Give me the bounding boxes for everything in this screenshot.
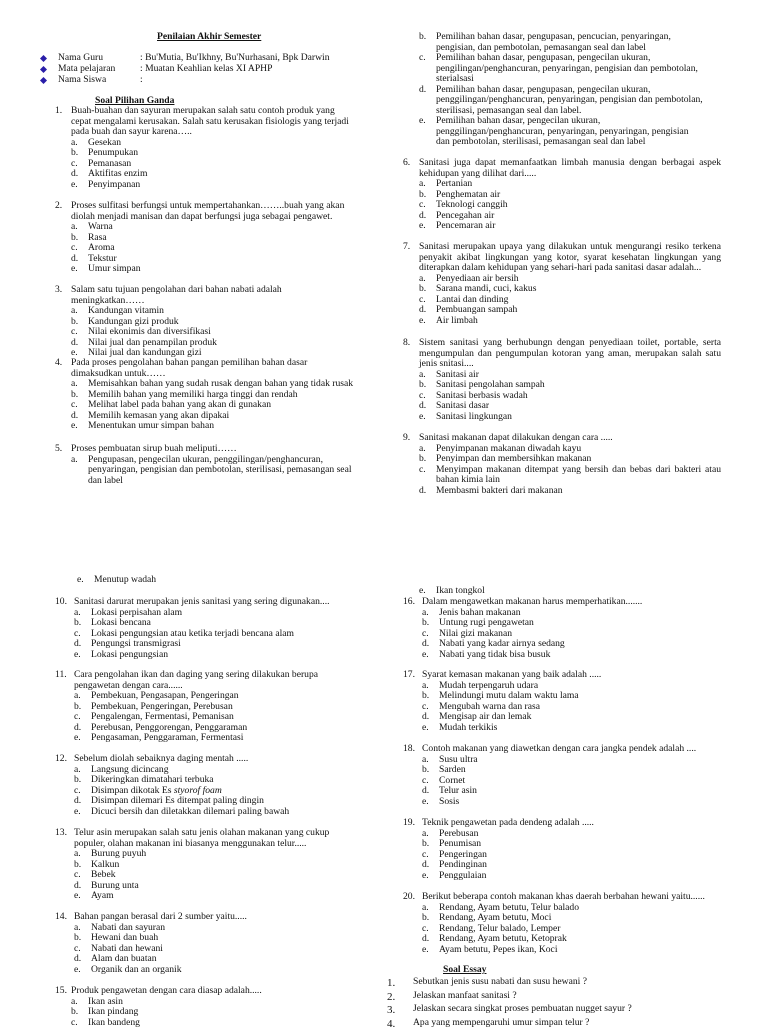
- option-b[interactable]: b. Memilih bahan yang memiliki harga tinggi dan rendah: [71, 388, 298, 400]
- diamond-bullet-icon: [40, 77, 47, 84]
- option-c[interactable]: c. Disimpan dikotak Es styorof foam: [74, 784, 222, 796]
- option-c[interactable]: c. Pengalengan, Fermentasi, Pemanisan: [74, 711, 234, 723]
- option-c[interactable]: c. Lokasi pengungsian atau ketika terjadi bencana alam: [74, 627, 294, 639]
- option-b[interactable]: b. Pemilihan bahan dasar, pengupasan, pencucian, penyaringan, pengisian, dan pembotolan, pemasangan seal dan label: [419, 31, 671, 53]
- option-b[interactable]: b. Ikan pindang: [71, 1006, 139, 1018]
- question-17: 17. Syarat kemasan makanan yang baik adalah ..... a. Mudah terpengaruh udara b. Melindungi mutu dalam waktu lama c. Mengubah warna dan rasa d. Mengisap air dan lemak e. Mudah terkikis: [403, 670, 721, 733]
- option-a[interactable]: a. Jenis bahan makanan: [422, 606, 521, 618]
- question-5: 5. Proses pembuatan sirup buah meliputi…… a. Pengupasan, pengecilan ukuran, penggilingan/penghancuran, penyaringan, pengisian dan pembotolan, sterilisasi, pemasangan seal dan label: [55, 444, 355, 486]
- essay-item: 1. Sebutkan jenis susu nabati dan susu hewani ?: [387, 976, 587, 989]
- guru-label: Nama Guru: [58, 52, 104, 63]
- question-13: 13. Telur asin merupakan salah satu jenis olahan makanan yang cukup populer, olahan makanan ini biasanya menggunakan telur..... a. Burung puyuh b. Kalkun c. Bebek d. Burung unta e. Ayam: [55, 828, 359, 902]
- option-b[interactable]: b. Sanitasi pengolahan sampah: [419, 379, 545, 391]
- option-e[interactable]: e. Mudah terkikis: [422, 721, 498, 733]
- option-a[interactable]: a. Kandungan vitamin: [71, 305, 164, 317]
- guru-value: : Bu'Mutia, Bu'Ikhny, Bu'Nurhasani, Bpk Darwin: [140, 52, 330, 63]
- option-c[interactable]: c. Lantai dan dinding: [419, 293, 509, 305]
- info-siswa: [40, 75, 380, 86]
- option-a[interactable]: a. Perebusan: [422, 827, 479, 839]
- question-2: 2. Proses sulfitasi berfungsi untuk mempertahankan……..buah yang akan diolah menjadi manisan dan dapat berfungsi juga sebagai pengawet. a. Warna b. Rasa c. Aroma d. Tekstur e. Umur simpan: [55, 201, 355, 275]
- option-a[interactable]: a. Burung puyuh: [74, 848, 147, 860]
- option-a[interactable]: a. Rendang, Ayam betutu, Telur balado: [422, 901, 580, 913]
- option-e[interactable]: e. Menentukan umur simpan bahan: [71, 420, 215, 432]
- option-a[interactable]: a. Pengupasan, pengecilan ukuran, penggilingan/penghancuran, penyaringan, pengisian dan pembotolan, sterilisasi, pemasangan seal dan label: [71, 453, 352, 486]
- option-c[interactable]: c. Menyimpan makanan ditempat yang bersih dan bebas dari bakteri atau bahan kimia lain: [419, 463, 721, 486]
- question-11: 11. Cara pengolahan ikan dan daging yang sering dilakukan berupa pengawetan dengan cara...... a. Pembekuan, Pengasapan, Pengeringan b. Pembekuan, Pengeringan, Perebusan c. Pengalengan, Fermentasi, Pemanisan d. Perebusan, Penggorengan, Penggaraman e. Pengasaman, Penggaraman, Fermentasi: [55, 670, 355, 744]
- essay-item: 3. Jelaskan secara singkat proses pembuatan nugget sayur ?: [387, 1003, 632, 1017]
- question-9: 9. Sanitasi makanan dapat dilakukan dengan cara ..... a. Penyimpanan makanan diwadah kayu b. Penyimpan dan membersihkan makanan c. Menyimpan makanan ditempat yang bersih dan bebas dari bakteri atau bahan kimia lain d. Membasmi bakteri dari makanan: [403, 432, 721, 496]
- option-a[interactable]: a. Penyediaan air bersih: [419, 272, 519, 284]
- option-c[interactable]: c. Teknologi canggih: [419, 199, 508, 211]
- option-e[interactable]: e. Pengasaman, Penggaraman, Fermentasi: [74, 732, 244, 744]
- option-d[interactable]: d. Nabati yang kadar airnya sedang: [422, 638, 565, 650]
- option-a[interactable]: a. Sanitasi air: [419, 368, 479, 380]
- option-b[interactable]: b. Hewani dan buah: [74, 932, 159, 944]
- option-b[interactable]: b. Rasa: [71, 231, 107, 243]
- option-e[interactable]: e. Pemilihan bahan dasar, pengecilan ukuran, penggilingan/penghancuran, penyaringan, penyaringan, pengisian dan pembotolan, sterilisasi, pemasangan seal dan label: [419, 115, 689, 148]
- option-b[interactable]: b. Lokasi bencana: [74, 617, 151, 629]
- option-d[interactable]: d. Alam dan buatan: [74, 953, 157, 965]
- option-e[interactable]: e. Organik dan an organik: [74, 963, 182, 975]
- option-d[interactable]: d. Pendinginan: [422, 859, 487, 871]
- option-e[interactable]: e. Umur simpan: [71, 263, 141, 275]
- mapel-label: Mata pelajaran: [58, 63, 116, 74]
- option-a[interactable]: a. Warna: [71, 221, 113, 233]
- question-15: 15. Produk pengawetan dengan cara diasap adalah..... a. Ikan asin b. Ikan pindang c. Ikan bandeng: [55, 986, 355, 1028]
- question-19: 19. Teknik pengawetan pada dendeng adalah ..... a. Perebusan b. Penumisan c. Pengeringan d. Pendinginan e. Penggulaian: [403, 818, 721, 881]
- option-b[interactable]: b. Kandungan gizi produk: [71, 315, 179, 327]
- option-a[interactable]: a. Pertanian: [419, 178, 473, 190]
- option-d[interactable]: d. Rendang, Ayam betutu, Ketoprak: [422, 933, 567, 945]
- option-a[interactable]: a. Penyimpanan makanan diwadah kayu: [419, 442, 582, 454]
- option-b[interactable]: b. Rendang, Ayam betutu, Moci: [422, 912, 552, 924]
- option-e[interactable]: e. Lokasi pengungsian: [74, 648, 169, 660]
- option-b[interactable]: b. Melindungi mutu dalam waktu lama: [422, 690, 579, 702]
- siswa-label: Nama Siswa: [58, 74, 107, 85]
- question-5-continued: [403, 32, 703, 148]
- section-pg-title: Soal Pilihan Ganda: [95, 95, 175, 106]
- option-c[interactable]: c. Cornet: [422, 774, 466, 786]
- option-d[interactable]: d. Sanitasi dasar: [419, 400, 490, 412]
- option-c[interactable]: c. Pengeringan: [422, 848, 487, 860]
- option-d[interactable]: d. Disimpan dilemari Es ditempat paling dingin: [74, 795, 264, 807]
- option-b[interactable]: b. Kalkun: [74, 858, 120, 870]
- question-text: Buah-buahan dan sayuran merupakan salah satu contoh produk yang cepat mengalami kerusakan. Salah satu kerusakan fisiologis yang terjadi pada buah dan sayur karena…..: [71, 105, 349, 138]
- option-c[interactable]: c. Pemilihan bahan dasar, pengupasan, pengecilan ukuran, pengilingan/penghancuran, penyaringan, pengisian dan pembotolan, sterialsasi: [419, 52, 698, 85]
- option-e-continued[interactable]: e. Ikan tongkol: [419, 584, 485, 596]
- option-b[interactable]: b. Sarana mandi, cuci, kakus: [419, 283, 537, 295]
- option-d[interactable]: d. Mengisap air dan lemak: [422, 711, 532, 723]
- option-a[interactable]: a. Pembekuan, Pengasapan, Pengeringan: [74, 690, 239, 702]
- siswa-value: :: [140, 74, 143, 85]
- question-6: 6. Sanitasi juga dapat memanfaatkan limbah manusia dengan berbagai aspek kehidupan yang dilihat dari..... a. Pertanian b. Penghematan air c. Teknologi canggih d. Pencegahan air e. Pencemaran air: [403, 157, 721, 232]
- option-c[interactable]: c. Ikan bandeng: [71, 1016, 140, 1028]
- question-14: 14. Bahan pangan berasal dari 2 sumber yaitu..... a. Nabati dan sayuran b. Hewani dan buah c. Nabati dan hewani d. Alam dan buatan e. Organik dan an organik: [55, 912, 355, 975]
- option-e[interactable]: e. Ayam betutu, Pepes ikan, Koci: [422, 943, 558, 955]
- essay-list: [387, 977, 727, 1031]
- option-c[interactable]: c. Mengubah warna dan rasa: [422, 700, 540, 712]
- option-a[interactable]: a. Mudah terpengaruh udara: [422, 679, 539, 691]
- option-c[interactable]: c. Sanitasi berbasis wadah: [419, 389, 528, 401]
- question-7: 7. Sanitasi merupakan upaya yang dilakukan untuk mengurangi resiko terkena penyakit akibat lingkungan yang kotor, syarat kesehatan lingkungan yang diterapkan dalam kehidupan yang sehari-hari pada sanitasi dasar adalah... a. Penyediaan air bersih b. Sarana mandi, cuci, kakus c. Lantai dan dinding d. Pembuangan sampah e. Air limbah: [403, 241, 721, 326]
- diamond-bullet-icon: [40, 66, 47, 73]
- question-12: 12. Sebelum diolah sebaiknya daging mentah ..... a. Langsung dicincang b. Dikeringkan dimatahari terbuka c. Disimpan dikotak Es styorof foam d. Disimpan dilemari Es ditempat paling dingin e. Dicuci bersih dan diletakkan dilemari paling bawah: [55, 754, 355, 817]
- option-c[interactable]: c. Nilai gizi makanan: [422, 627, 512, 639]
- info-block: [40, 53, 380, 86]
- option-e[interactable]: e. Pencemaran air: [419, 220, 496, 232]
- option-c[interactable]: c. Melihat label pada bahan yang akan di gunakan: [71, 399, 272, 411]
- option-e[interactable]: e. Penyimpanan: [71, 178, 141, 190]
- question-1: [55, 106, 355, 190]
- option-e-continued[interactable]: e. Menutup wadah: [77, 574, 157, 585]
- option-a[interactable]: a. Susu ultra: [422, 753, 478, 765]
- option-e[interactable]: e. Sosis: [422, 795, 460, 807]
- question-number: 1.: [55, 105, 63, 116]
- mapel-value: : Muatan Keahlian kelas XI APHP: [140, 63, 273, 74]
- question-20: 20. Berikut beberapa contoh makanan khas daerah berbahan hewani yaitu...... a. Rendang, Ayam betutu, Telur balado b. Rendang, Ayam betutu, Moci c. Rendang, Telur balado, Lemper d. Rendang, Ayam betutu, Ketoprak e. Ayam betutu, Pepes ikan, Koci: [403, 892, 721, 955]
- option-a[interactable]: a. Lokasi perpisahan alam: [74, 606, 183, 618]
- option-e[interactable]: e. Nabati yang tidak bisa busuk: [422, 648, 551, 660]
- option-b[interactable]: b. Untung rugi pengawetan: [422, 617, 534, 629]
- option-b[interactable]: b. Dikeringkan dimatahari terbuka: [74, 774, 214, 786]
- option-e[interactable]: e. Sanitasi lingkungan: [419, 410, 512, 422]
- option-d[interactable]: d. Aktifitas enzim: [71, 168, 148, 180]
- option-e[interactable]: e. Penggulaian: [422, 869, 487, 881]
- option-d[interactable]: d. Burung unta: [74, 879, 139, 891]
- option-b[interactable]: b. Penghematan air: [419, 188, 501, 200]
- option-a[interactable]: a. Memisahkan bahan yang sudah rusak dengan bahan yang tidak rusak: [71, 378, 354, 390]
- option-a[interactable]: a. Gesekan: [71, 136, 122, 148]
- option-d[interactable]: d. Membasmi bakteri dari makanan: [419, 484, 563, 496]
- option-d[interactable]: d. Nilai jual dan penampilan produk: [71, 336, 217, 348]
- option-c[interactable]: c. Bebek: [74, 869, 116, 881]
- option-d[interactable]: d. Telur asin: [422, 785, 477, 797]
- option-b[interactable]: b. Penyimpan dan membersihkan makanan: [419, 453, 592, 465]
- option-d[interactable]: d. Perebusan, Penggorengan, Penggaraman: [74, 721, 248, 733]
- essay-item: 2. Jelaskan manfaat sanitasi ?: [387, 989, 517, 1003]
- option-d[interactable]: d. Pengungsi transmigrasi: [74, 638, 181, 650]
- option-c[interactable]: c. Nilai ekonimis dan diversifikasi: [71, 326, 211, 338]
- page-title: Penilaian Akhir Semester: [157, 31, 262, 42]
- option-e[interactable]: e. Dicuci bersih dan diletakkan dilemari paling bawah: [74, 805, 290, 817]
- option-e[interactable]: e. Nilai jual dan kandungan gizi: [71, 347, 202, 359]
- question-3: 3. Salam satu tujuan pengolahan dari bahan nabati adalah meningkatkan…… a. Kandungan vitamin b. Kandungan gizi produk c. Nilai ekonimis dan diversifikasi d. Nilai jual dan penampilan produk e. Nilai jual dan kandungan gizi: [55, 285, 355, 359]
- option-a[interactable]: a. Nabati dan sayuran: [74, 921, 166, 933]
- italic-term: styorof foam: [173, 784, 222, 796]
- option-d[interactable]: d. Memilih kemasan yang akan dipakai: [71, 409, 230, 421]
- option-b[interactable]: b. Penumisan: [422, 838, 482, 850]
- option-e[interactable]: e. Ayam: [74, 890, 114, 902]
- option-c[interactable]: c. Rendang, Telur balado, Lemper: [422, 922, 561, 934]
- section-essay-title: Soal Essay: [443, 964, 487, 975]
- essay-item: 4. Apa yang mempengaruhi umur simpan telur ?: [387, 1016, 590, 1030]
- option-c[interactable]: c. Nabati dan hewani: [74, 942, 163, 954]
- option-c[interactable]: c. Aroma: [71, 242, 115, 254]
- diamond-bullet-icon: [40, 55, 47, 62]
- option-d[interactable]: d. Pencegahan air: [419, 209, 495, 221]
- option-c[interactable]: c. Pemanasan: [71, 157, 132, 169]
- option-a[interactable]: a. Langsung dicincang: [74, 763, 169, 775]
- question-8: 8. Sistem sanitasi yang berhubungn dengan penyediaan toilet, portable, serta mengumpulan dan pengumpulan kotoran yang aman, merupakan salah satu jenis snitasi.... a. Sanitasi air b. Sanitasi pengolahan sampah c. Sanitasi berbasis wadah d. Sanitasi dasar e. Sanitasi lingkungan: [403, 337, 721, 422]
- option-b[interactable]: b. Sarden: [422, 764, 466, 776]
- question-18: 18. Contoh makanan yang diawetkan dengan cara jangka pendek adalah .... a. Susu ultra b. Sarden c. Cornet d. Telur asin e. Sosis: [403, 744, 721, 807]
- question-10: 10. Sanitasi darurat merupakan jenis sanitasi yang sering digunakan.... a. Lokasi perpisahan alam b. Lokasi bencana c. Lokasi pengungsian atau ketika terjadi bencana alam d. Pengungsi transmigrasi e. Lokasi pengungsian: [55, 597, 365, 660]
- option-b[interactable]: b. Penumpukan: [71, 147, 139, 159]
- option-d[interactable]: d. Pembuangan sampah: [419, 304, 518, 316]
- option-d[interactable]: d. Tekstur: [71, 252, 117, 264]
- question-16: 16. Dalam mengawetkan makanan harus memperhatikan....... a. Jenis bahan makanan b. Untung rugi pengawetan c. Nilai gizi makanan d. Nabati yang kadar airnya sedang e. Nabati yang tidak bisa busuk: [403, 597, 721, 660]
- option-a[interactable]: a. Ikan asin: [71, 995, 123, 1007]
- option-b[interactable]: b. Pembekuan, Pengeringan, Perebusan: [74, 700, 233, 712]
- question-4: 4. Pada proses pengolahan bahan pangan pemilihan bahan dasar dimaksudkan untuk…… a. Memisahkan bahan yang sudah rusak dengan bahan yang tidak rusak b. Memilih bahan yang memiliki harga tinggi dan rendah c. Melihat label pada bahan yang akan di gunakan d. Memilih kemasan yang akan dipakai e. Menentukan umur simpan bahan: [55, 357, 354, 432]
- option-d[interactable]: d. Pemilihan bahan dasar, pengupasan, pengecilan ukuran, penggilingan/penghancuran, penyaringan, pengisian dan pembotolan, sterilisasi, pemasangan seal dan label.: [419, 83, 703, 116]
- option-e[interactable]: e. Air limbah: [419, 314, 478, 326]
